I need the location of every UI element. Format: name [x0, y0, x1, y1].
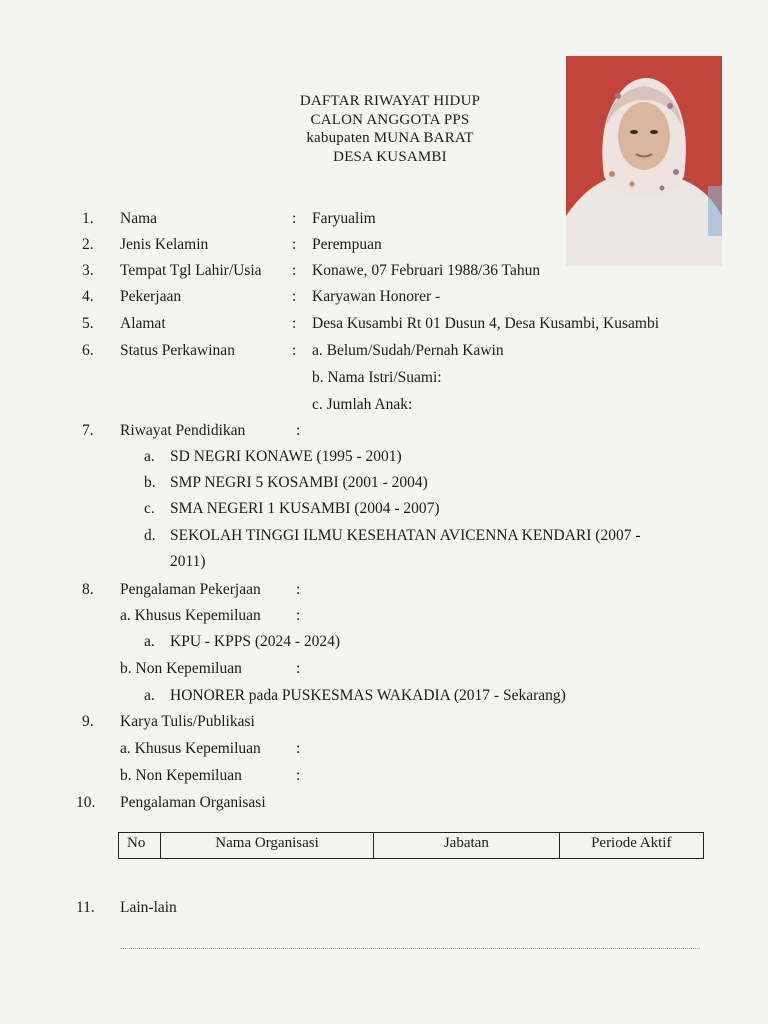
field-colon: :	[292, 236, 297, 253]
section-number: 7.	[82, 422, 94, 439]
education-item-continuation: 2011)	[170, 553, 206, 570]
field-colon: :	[296, 607, 301, 624]
field-value-nama: Faryualim	[312, 210, 376, 227]
field-value-jumlah-anak: c. Jumlah Anak:	[312, 396, 413, 413]
field-colon: :	[292, 262, 297, 279]
list-item-letter: a.	[144, 633, 155, 650]
list-item-letter: a.	[144, 687, 155, 704]
section-label-pekerjaan: Pengalaman Pekerjaan	[120, 581, 261, 598]
subsection-khusus-kepemiluan: a. Khusus Kepemiluan	[120, 607, 261, 624]
field-colon: :	[296, 740, 301, 757]
subsection-non-kepemiluan: b. Non Kepemiluan	[120, 767, 242, 784]
header-subtitle: CALON ANGGOTA PPS	[310, 111, 470, 128]
dotted-fill-line	[120, 948, 700, 949]
field-value-status-perkawinan: a. Belum/Sudah/Pernah Kawin	[312, 342, 504, 359]
passport-photo	[566, 56, 722, 266]
header-region: kabupaten MUNA BARAT	[306, 130, 474, 146]
field-label-pekerjaan: Pekerjaan	[120, 288, 182, 305]
education-item: SD NEGRI KONAWE (1995 - 2001)	[170, 448, 402, 465]
field-number: 2.	[82, 236, 94, 253]
field-colon: :	[296, 422, 301, 439]
field-value-tempat-tgl-lahir: Konawe, 07 Februari 1988/36 Tahun	[312, 262, 541, 279]
field-label-tempat-tgl-lahir: Tempat Tgl Lahir/Usia	[120, 262, 262, 279]
field-label-jenis-kelamin: Jenis Kelamin	[120, 236, 209, 253]
field-colon: :	[292, 210, 297, 227]
table-header-no: No	[119, 833, 161, 858]
field-value-jenis-kelamin: Perempuan	[312, 236, 382, 253]
field-colon: :	[296, 660, 301, 677]
field-number: 5.	[82, 315, 94, 332]
list-item-letter: c.	[144, 500, 155, 517]
field-value-nama-istri-suami: b. Nama Istri/Suami:	[312, 369, 442, 386]
document-header	[250, 92, 530, 166]
field-colon: :	[296, 767, 301, 784]
field-colon: :	[292, 288, 297, 305]
field-label-status-perkawinan: Status Perkawinan	[120, 342, 235, 359]
work-item: KPU - KPPS (2024 - 2024)	[170, 633, 341, 650]
section-number: 11.	[76, 899, 95, 916]
field-value-alamat: Desa Kusambi Rt 01 Dusun 4, Desa Kusambi, Kusambi	[312, 315, 659, 332]
field-colon: :	[292, 315, 297, 332]
section-number: 9.	[82, 713, 94, 730]
header-title: DAFTAR RIWAYAT HIDUP	[299, 93, 481, 109]
section-number: 8.	[82, 581, 94, 598]
field-label-alamat: Alamat	[120, 315, 166, 332]
education-item: SMA NEGERI 1 KUSAMBI (2004 - 2007)	[170, 500, 440, 517]
section-label-organisasi: Pengalaman Organisasi	[120, 794, 266, 811]
list-item-letter: a.	[144, 448, 155, 465]
field-number: 1.	[82, 210, 94, 227]
section-number: 10.	[76, 794, 96, 811]
list-item-letter: d.	[144, 527, 156, 544]
table-header-nama-organisasi: Nama Organisasi	[161, 833, 374, 858]
work-item: HONORER pada PUSKESMAS WAKADIA (2017 - Sekarang)	[170, 687, 566, 704]
education-item: SEKOLAH TINGGI ILMU KESEHATAN AVICENNA KENDARI (2007 -	[170, 527, 641, 544]
table-header-periode-aktif: Periode Aktif	[591, 835, 672, 851]
list-item-letter: b.	[144, 474, 156, 491]
field-colon: :	[292, 342, 297, 359]
field-label-nama: Nama	[120, 210, 158, 227]
field-number: 3.	[82, 262, 94, 279]
section-label-pendidikan: Riwayat Pendidikan	[120, 422, 246, 439]
field-number: 4.	[82, 288, 94, 305]
table-header-jabatan: Jabatan	[374, 833, 559, 858]
section-label-karya-tulis: Karya Tulis/Publikasi	[120, 713, 255, 730]
organization-table	[118, 832, 704, 859]
field-number: 6.	[82, 342, 94, 359]
section-label-lain-lain: Lain-lain	[120, 899, 177, 916]
field-colon: :	[296, 581, 301, 598]
header-village: DESA KUSAMBI	[333, 148, 447, 165]
subsection-khusus-kepemiluan: a. Khusus Kepemiluan	[120, 740, 261, 757]
education-item: SMP NEGRI 5 KOSAMBI (2001 - 2004)	[170, 474, 428, 491]
portrait-icon	[566, 56, 722, 266]
field-value-pekerjaan: Karyawan Honorer -	[312, 288, 441, 305]
subsection-non-kepemiluan: b. Non Kepemiluan	[120, 660, 242, 677]
